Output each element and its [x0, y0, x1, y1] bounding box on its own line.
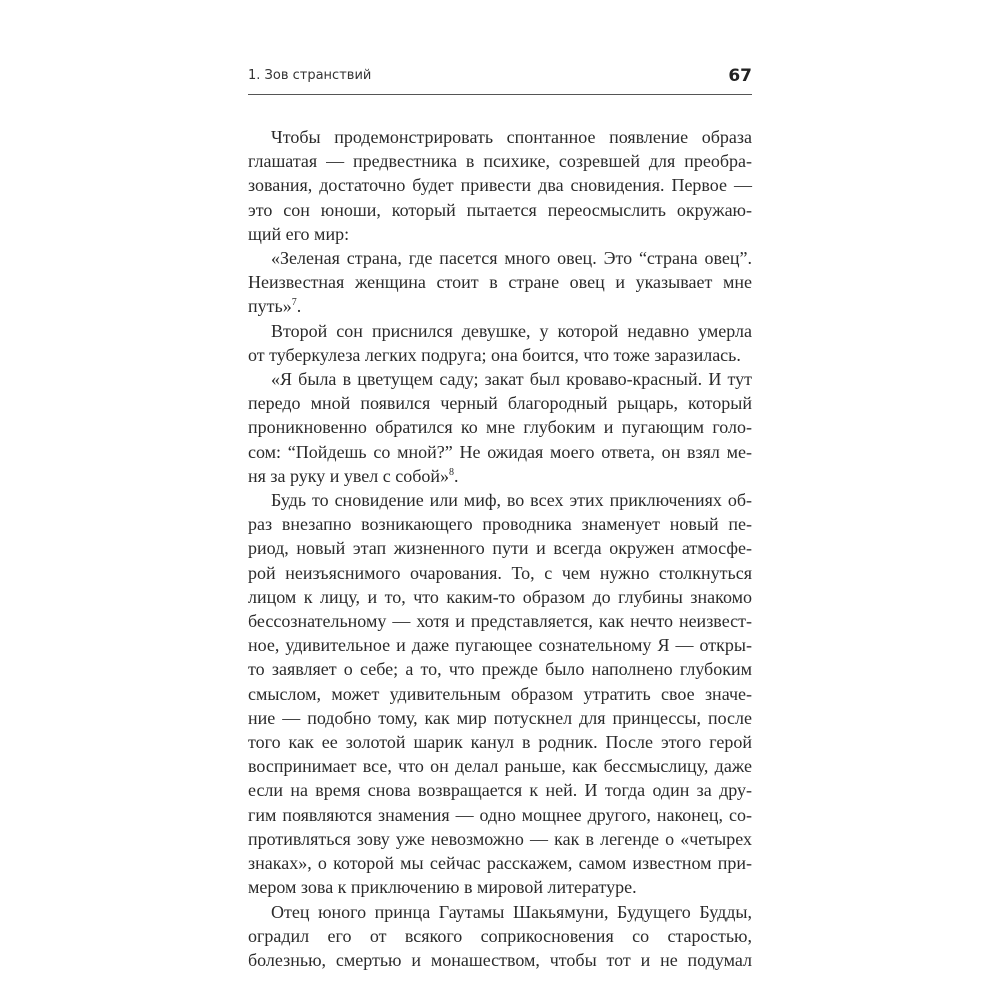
text-line [248, 149, 752, 173]
header-rule [248, 94, 752, 95]
line-text: мером зова к приключению в мировой литературе. [248, 877, 637, 898]
line-text: болезнью, смертью и монашеством, чтобы тот и не подумал [248, 949, 752, 970]
line-text: Неизвестная женщина стоит в стране овец и указывает мне [248, 272, 752, 293]
text-line [248, 754, 752, 778]
text-line [248, 198, 752, 222]
text-line [248, 875, 752, 899]
line-text: проникновенно обратился ко мне глубоким и пугающим голо- [248, 417, 752, 438]
line-text: сом: “Пойдешь со мной?” Не ожидая моего ответа, он взял ме- [248, 441, 752, 462]
line-text: ня за руку и увел с собой» [248, 465, 450, 486]
line-text: зования, достаточно будет привести два сновидения. Первое — [248, 175, 752, 196]
line-text: Второй сон приснился девушке, у которой недавно умерла [271, 320, 752, 341]
text-line [248, 657, 752, 681]
section-title: 1. Зов странствий [248, 68, 372, 83]
line-text: то заявляет о себе; а то, что прежде было наполнено глубоким [248, 659, 752, 680]
line-text: если на время снова возвращается к ней. И тогда один за дру- [248, 780, 752, 801]
text-line [248, 246, 752, 270]
text-line [248, 343, 752, 367]
line-text: ное, удивительное и даже пугающее сознательному Я — откры- [248, 635, 752, 656]
text-line: путь»$^7$. [248, 296, 302, 317]
line-text: щий его мир: [248, 223, 350, 244]
text-line [248, 512, 752, 536]
line-text: передо мной появился черный благородный рыцарь, который [248, 393, 752, 414]
line-text: оградил его от всякого соприкосновения со старостью, [248, 925, 752, 946]
text-line [248, 488, 752, 512]
paragraph [248, 319, 752, 367]
line-text: знаках», о которой мы сейчас расскажем, самом известном при- [248, 853, 752, 874]
page-number: 67 [728, 66, 752, 86]
line-text: путь» [248, 296, 292, 317]
paragraph [248, 125, 752, 246]
line-text: раз внезапно возникающего проводника знаменует новый пе- [248, 514, 752, 535]
text-line [248, 585, 752, 609]
text-line [248, 948, 752, 972]
text-line [248, 682, 752, 706]
text-line [248, 125, 752, 149]
text-line [248, 319, 752, 343]
running-head [248, 66, 752, 92]
text-line: ня за руку и увел с собой»$^8$. [248, 465, 459, 486]
text-line [248, 609, 752, 633]
paragraph [248, 488, 752, 899]
text-line [248, 851, 752, 875]
text-line [248, 222, 752, 246]
line-text: риод, новый этап жизненного пути и всегда окружен атмосфе- [248, 538, 752, 559]
line-text: глашатая — предвестника в психике, созревшей для преобра- [248, 151, 752, 172]
line-text: смыслом, может удивительным образом утратить свое значе- [248, 683, 752, 704]
text-line [248, 730, 752, 754]
line-text: от туберкулеза легких подруга; она боится, что тоже заразилась. [248, 344, 741, 365]
paragraph [248, 900, 752, 973]
text-line [248, 561, 752, 585]
footnote-ref: 8 [449, 466, 455, 478]
line-text: воспринимает все, что он делал раньше, как бессмыслицу, даже [248, 756, 752, 777]
body-text [248, 125, 752, 972]
paragraph [248, 367, 752, 488]
line-text: Отец юного принца Гаутамы Шакьямуни, Будущего Будды, [271, 901, 752, 922]
text-line [248, 536, 752, 560]
text-line [248, 415, 752, 439]
text-line [248, 391, 752, 415]
text-line [248, 778, 752, 802]
line-text: Будь то сновидение или миф, во всех этих приключениях об- [271, 490, 752, 511]
line-text: ние — подобно тому, как мир потускнел для принцессы, после [248, 707, 752, 728]
line-text: противляться зову уже невозможно — как в легенде о «четырех [248, 828, 752, 849]
line-text: лицом к лицу, и то, что каким-то образом до глубины знакомо [248, 586, 752, 607]
line-text: рой неизъяснимого очарования. То, с чем нужно столкнуться [248, 562, 752, 583]
line-text: гим появляются знамения — одно мощнее другого, наконец, со- [248, 804, 752, 825]
text-line [248, 367, 752, 391]
line-text: «Я была в цветущем саду; закат был кроваво-красный. И тут [271, 369, 752, 390]
line-text: «Зеленая страна, где пасется много овец. Это “страна овец”. [271, 248, 752, 269]
line-text: того как ее золотой шарик канул в родник. После этого герой [248, 732, 752, 753]
line-text: это сон юноши, который пытается переосмыслить окружаю- [248, 199, 752, 220]
text-line [248, 803, 752, 827]
text-line [248, 633, 752, 657]
text-line [248, 173, 752, 197]
text-line [248, 827, 752, 851]
text-line [248, 900, 752, 924]
line-text: бессознательному — хотя и представляется, как нечто неизвест- [248, 611, 752, 632]
paragraph [248, 246, 752, 319]
text-line [248, 706, 752, 730]
text-line [248, 440, 752, 464]
footnote-ref: 7 [291, 297, 297, 309]
text-line [248, 270, 752, 294]
line-text: Чтобы продемонстрировать спонтанное появление образа [271, 127, 752, 147]
text-line [248, 924, 752, 948]
